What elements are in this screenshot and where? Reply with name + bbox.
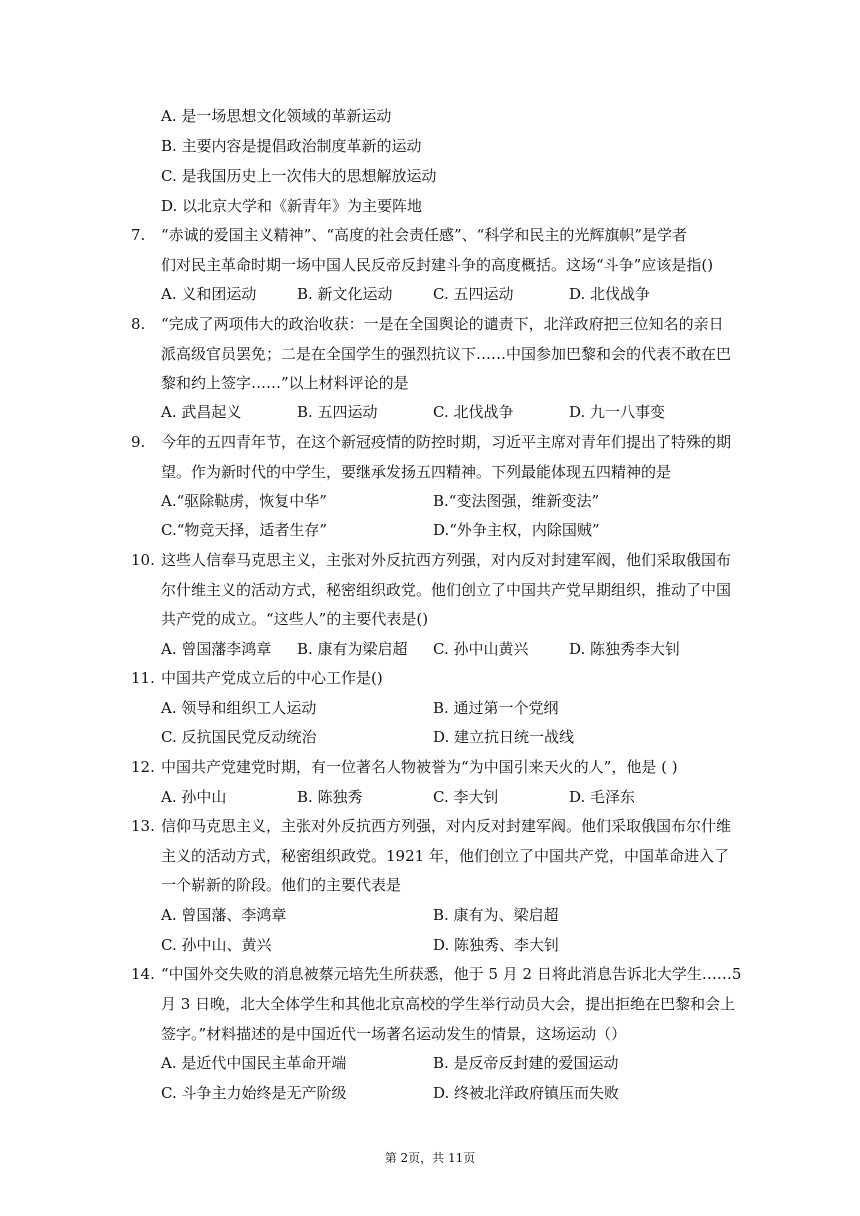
question-number: 9. xyxy=(131,433,146,451)
q6-option-d: D. 以北京大学和《新青年》为主要阵地 xyxy=(161,197,423,215)
question-text: 信仰马克思主义，主张对外反抗西方列强，对内反对封建军阀。他们采取俄国布尔什维 xyxy=(161,817,732,835)
option-a: A.“驱除鞑虏，恢复中华” xyxy=(161,492,327,510)
option-d: D. 九一八事变 xyxy=(569,403,666,421)
option-b: B. 通过第一个党纲 xyxy=(433,699,559,717)
option-c: C. 反抗国民党反动统治 xyxy=(161,728,317,746)
option-d: D.“外争主权，内除国贼” xyxy=(433,521,600,539)
option-a: A. 曾国藩、李鸿章 xyxy=(161,906,287,924)
option-d: D. 陈独秀、李大钊 xyxy=(433,936,560,954)
option-c: C. 斗争主力始终是无产阶级 xyxy=(161,1084,347,1102)
question-text: “中国外交失败的消息被蔡元培先生所获悉，他于 5 月 2 日将此消息告诉北大学生……5 xyxy=(161,965,742,983)
question-text: 黎和约上签字……”以上材料评论的是 xyxy=(161,374,409,392)
question-text: 一个崭新的阶段。他们的主要代表是 xyxy=(161,876,402,894)
option-d: D. 陈独秀李大钊 xyxy=(569,640,681,658)
option-c: C. 李大钊 xyxy=(433,788,499,806)
option-b: B. 是反帝反封建的爱国运动 xyxy=(433,1054,619,1072)
question-text: 望。作为新时代的中学生，要继承发扬五四精神。下列最能体现五四精神的是 xyxy=(161,463,672,481)
option-c: C. 孙中山黄兴 xyxy=(433,640,529,658)
question-text: 这些人信奉马克思主义，主张对外反抗西方列强，对内反对封建军阀，他们采取俄国布 xyxy=(161,551,732,569)
question-text: 们对民主革命时期一场中国人民反帝反封建斗争的高度概括。这场“斗争”应该是指() xyxy=(161,256,714,274)
option-c: C. 北伐战争 xyxy=(433,403,514,421)
option-b: B. 五四运动 xyxy=(297,403,378,421)
question-text: “完成了两项伟大的政治收获：一是在全国舆论的谴责下，北洋政府把三位知名的亲日 xyxy=(161,315,724,333)
option-a: A. 武昌起义 xyxy=(161,403,242,421)
option-a: A. 孙中山 xyxy=(161,788,227,806)
question-number: 8. xyxy=(131,315,146,333)
question-number: 7. xyxy=(131,226,146,244)
option-d: D. 终被北洋政府镇压而失败 xyxy=(433,1084,620,1102)
question-number: 11. xyxy=(131,669,155,687)
question-number: 14. xyxy=(131,965,155,983)
question-number: 13. xyxy=(131,817,155,835)
question-number: 12. xyxy=(131,758,155,776)
question-text: 中国共产党建党时期，有一位著名人物被誉为“为中国引来天火的人”，他是 ( ) xyxy=(161,758,678,776)
question-text: 派高级官员罢免；二是在全国学生的强烈抗议下……中国参加巴黎和会的代表不敢在巴 xyxy=(161,345,732,363)
option-d: D. 北伐战争 xyxy=(569,285,651,303)
question-text: 月 3 日晚，北大全体学生和其他北京高校的学生举行动员大会，提出拒绝在巴黎和会上 xyxy=(161,995,736,1013)
q6-option-c: C. 是我国历史上一次伟大的思想解放运动 xyxy=(161,167,437,185)
question-text: 共产党的成立。“这些人”的主要代表是() xyxy=(161,610,429,628)
question-text: “赤诚的爱国主义精神”、“高度的社会责任感”、“科学和民主的光辉旗帜”是学者 xyxy=(161,226,688,244)
option-a: A. 领导和组织工人运动 xyxy=(161,699,317,717)
option-a: A. 义和团运动 xyxy=(161,285,257,303)
option-a: A. 曾国藩李鸿章 xyxy=(161,640,272,658)
option-b: B.“变法图强，维新变法” xyxy=(433,492,600,510)
question-text: 中国共产党成立后的中心工作是() xyxy=(161,669,383,687)
option-b: B. 新文化运动 xyxy=(297,285,393,303)
q6-option-a: A. 是一场思想文化领域的革新运动 xyxy=(161,107,392,125)
page-footer: 第 2页，共 11页 xyxy=(384,1151,476,1165)
q6-option-b: B. 主要内容是提倡政治制度革新的运动 xyxy=(161,137,422,155)
option-b: B. 康有为梁启超 xyxy=(297,640,408,658)
question-text: 签字。”材料描述的是中国近代一场著名运动发生的情景，这场运动（） xyxy=(161,1025,627,1043)
option-b: B. 康有为、梁启超 xyxy=(433,906,559,924)
option-c: C.“物竞天择，适者生存” xyxy=(161,521,328,539)
question-text: 主义的活动方式，秘密组织政党。1921 年，他们创立了中国共产党，中国革命进入了 xyxy=(161,847,729,865)
option-d: D. 毛泽东 xyxy=(569,788,636,806)
question-text: 尔什维主义的活动方式，秘密组织政党。他们创立了中国共产党早期组织，推动了中国 xyxy=(161,581,732,599)
question-text: 今年的五四青年节，在这个新冠疫情的防控时期，习近平主席对青年们提出了特殊的期 xyxy=(161,433,732,451)
question-number: 10. xyxy=(131,551,155,569)
option-b: B. 陈独秀 xyxy=(297,788,363,806)
option-d: D. 建立抗日统一战线 xyxy=(433,728,575,746)
option-c: C. 孙中山、黄兴 xyxy=(161,936,272,954)
option-a: A. 是近代中国民主革命开端 xyxy=(161,1054,347,1072)
option-c: C. 五四运动 xyxy=(433,285,514,303)
